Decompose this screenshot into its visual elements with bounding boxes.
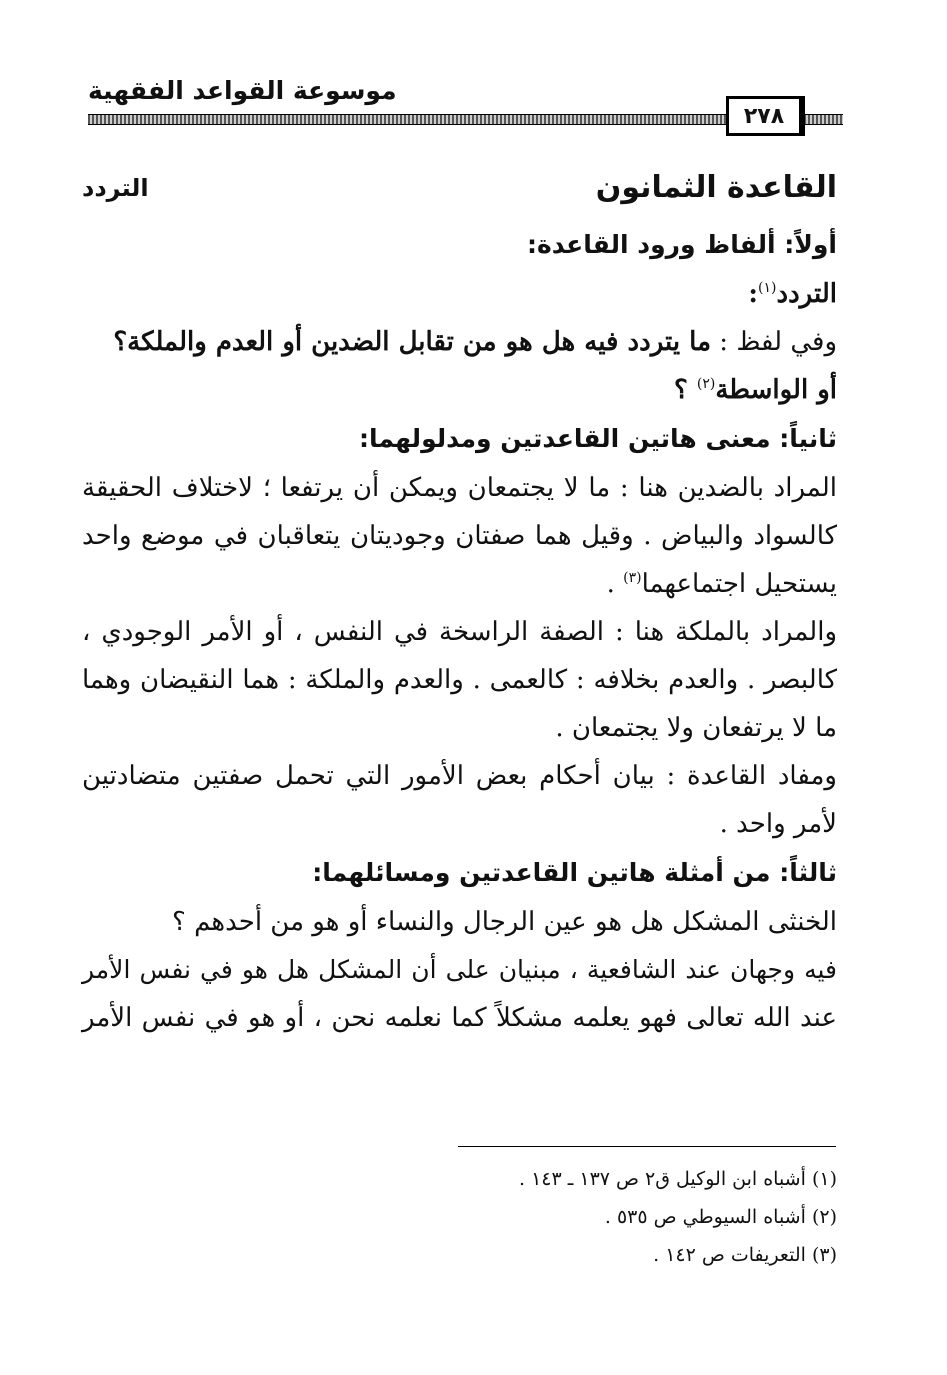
paragraph-line: كالبصر . والعدم بخلافه : كالعمى . والعدم والملكة : هما النقيضان وهما [82,665,837,695]
book-title: موسوعة القواعد الفقهية [88,76,397,105]
footnote-text: أشباه السيوطي ص ٥٣٥ . [604,1206,806,1228]
paragraph-line: فيه وجهان عند الشافعية ، مبنيان على أن المشكل هل هو في نفس الأمر [82,955,837,984]
rule-variant [82,318,837,366]
paragraph-line: لأمر واحد . [719,809,837,839]
rule-title: القاعدة الثمانون [595,170,837,205]
paragraph-line: والمراد بالملكة هنا : الصفة الراسخة في النفس ، أو الأمر الوجودي ، [82,617,837,647]
footnote-ref-3: (٣) [623,570,642,586]
paragraph-line: المراد بالضدين هنا : ما لا يجتمعان ويمكن أن يرتفعا ؛ لاختلاف الحقيقة [82,473,837,503]
rule-phrase-end: : [748,279,759,309]
footnote-number: (١) [811,1168,837,1190]
section-heading-wording: أولاً: ألفاظ ورود القاعدة: [526,230,837,259]
paragraph-line: عند الله تعالى فهو يعلمه مشكلاً كما نعلمه نحن ، أو هو في نفس الأمر [82,1003,837,1033]
section-heading-meaning: ثانياً: معنى هاتين القاعدتين ومدلولهما: [359,424,837,453]
rule-phrase [82,270,837,318]
rule-phrase-text: التردد [776,279,837,309]
rule-variant-line2-end: ؟ [673,375,697,405]
paragraph-line-end: . [606,569,624,599]
footnote-text: أشباه ابن الوكيل ق٢ ص ١٣٧ ـ ١٤٣ . [518,1168,806,1190]
page-body [82,160,837,1042]
rule-variant-line2 [82,366,837,414]
paragraph-line [82,560,837,608]
paragraph-line: الخنثى المشكل هل هو عين الرجال والنساء أو هو من أحدهم ؟ [172,907,837,937]
footnote-1 [300,1160,837,1198]
paragraph-line: ومفاد القاعدة : بيان أحكام بعض الأمور التي تحمل صفتين متضادتين [82,761,837,791]
footnote-ref-1: (١) [758,280,777,296]
paragraph-line: كالسواد والبياض . وقيل هما صفتان وجوديتان يتعاقبان في موضع واحد [82,521,837,551]
footnote-2 [300,1198,837,1236]
rule-variant-text: ما يتردد فيه هل هو من تقابل الضدين أو العدم والملكة؟ [113,327,712,357]
section-heading-examples: ثالثاً: من أمثلة هاتين القاعدتين ومسائلهما: [312,858,837,887]
footnote-separator [458,1146,836,1147]
footnote-text: التعريفات ص ١٤٢ . [653,1244,806,1266]
paragraph-line-text: يستحيل اجتماعهما [641,569,837,599]
footnote-number: (٢) [811,1206,837,1228]
footnote-ref-2: (٢) [696,376,716,392]
footnotes [300,1160,837,1274]
rule-variant-prefix: وفي لفظ : [711,327,837,357]
page-number: ٢٧٨ [726,96,805,136]
rule-title-row [82,160,837,216]
rule-keyword: التردد [82,174,149,202]
rule-variant-line2-text: أو الواسطة [715,375,837,405]
footnote-3 [300,1236,837,1274]
running-header [88,72,843,134]
footnote-number: (٣) [811,1244,837,1266]
paragraph-line: ما لا يرتفعان ولا يجتمعان . [555,713,837,743]
